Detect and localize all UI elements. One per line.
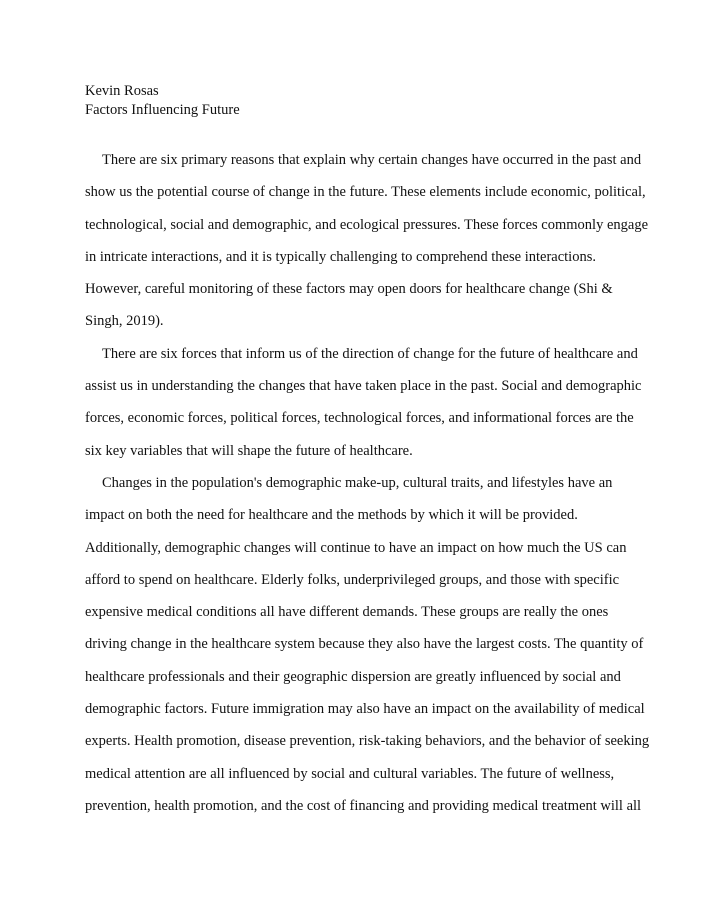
document-title: Factors Influencing Future	[85, 102, 240, 118]
paragraph-line: medical attention are all influenced by social and cultural variables. The future of wellness,	[85, 765, 615, 782]
paragraph-line: in intricate interactions, and it is typically challenging to comprehend these interactions.	[85, 248, 596, 265]
paragraph-line: expensive medical conditions all have different demands. These groups are really the ones	[85, 604, 609, 621]
document-header	[85, 82, 240, 120]
paragraph-line: Changes in the population's demographic make-up, cultural traits, and lifestyles have an	[102, 474, 613, 491]
paragraph-line: demographic factors. Future immigration may also have an impact on the availability of medical	[85, 701, 645, 718]
paragraph-line: forces, economic forces, political forces, technological forces, and informational forces are the	[85, 410, 634, 427]
paragraph	[85, 342, 645, 471]
paragraph-line: Additionally, demographic changes will continue to have an impact on how much the US can	[85, 539, 627, 556]
paragraph-line: experts. Health promotion, disease prevention, risk-taking behaviors, and the behavior of seeking	[85, 733, 650, 750]
paragraph	[85, 148, 649, 342]
paragraph-line: driving change in the healthcare system because they also have the largest costs. The quantity of	[85, 636, 644, 653]
paragraph-line: healthcare professionals and their geographic dispersion are greatly influenced by social and	[85, 668, 621, 685]
paragraph-line: There are six primary reasons that explain why certain changes have occurred in the past and	[102, 152, 642, 168]
paragraph-line: Singh, 2019).	[85, 313, 164, 330]
author-name: Kevin Rosas	[85, 83, 159, 99]
paragraph-line: impact on both the need for healthcare and the methods by which it will be provided.	[85, 507, 578, 524]
paragraph-line: technological, social and demographic, and ecological pressures. These forces commonly engage	[85, 216, 649, 233]
paragraph-line: There are six forces that inform us of the direction of change for the future of healthcare and	[102, 345, 638, 362]
paragraph-line: However, careful monitoring of these factors may open doors for healthcare change (Shi &	[85, 281, 613, 298]
paragraph-line: assist us in understanding the changes that have taken place in the past. Social and demographic	[85, 378, 642, 395]
paragraph-line: six key variables that will shape the future of healthcare.	[85, 442, 413, 459]
paragraph-line: show us the potential course of change in the future. These elements include economic, political,	[85, 184, 646, 201]
paragraph-line: afford to spend on healthcare. Elderly folks, underprivileged groups, and those with specific	[85, 571, 620, 588]
paragraph	[85, 471, 650, 826]
document-body	[85, 148, 650, 826]
paragraph-line: prevention, health promotion, and the cost of financing and providing medical treatment will all	[85, 797, 642, 814]
